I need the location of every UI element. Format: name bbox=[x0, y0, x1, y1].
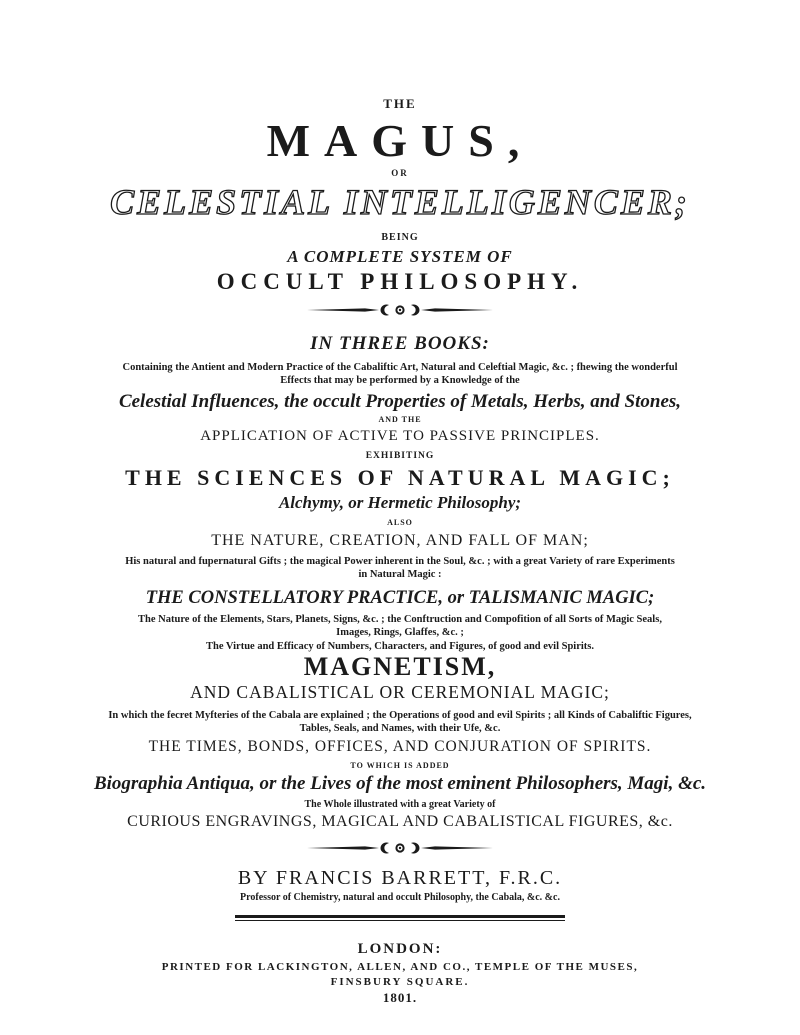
biographia-antiqua-line: Biographia Antiqua, or the Lives of the most eminent Philosophers, Magi, &c. bbox=[93, 773, 707, 794]
exhibiting-word: EXHIBITING bbox=[365, 451, 435, 462]
magnetism-line: MAGNETISM, bbox=[303, 651, 497, 681]
curious-engravings-line: CURIOUS ENGRAVINGS, MAGICAL AND CABALISTICAL FIGURES, &c. bbox=[127, 813, 673, 830]
page-title: MAGUS, bbox=[266, 115, 534, 166]
sciences-of-natural-magic-line: THE SCIENCES OF NATURAL MAGIC; bbox=[125, 465, 675, 491]
gifts-line-1: His natural and fupernatural Gifts ; the magical Power inherent in the Soul, &c. ; with a great Variety of rare Experiments bbox=[125, 556, 675, 568]
application-line: APPLICATION OF ACTIVE TO PASSIVE PRINCIPLES. bbox=[200, 428, 600, 445]
imprint-publisher: PRINTED FOR LACKINGTON, ALLEN, AND CO., TEMPLE OF THE MUSES, bbox=[161, 961, 639, 973]
mysteries-line-1: In which the fecret Myfteries of the Cabala are explained ; the Operations of good and evil Spirits ; all Kinds of Cabaliftic Figures, bbox=[108, 709, 692, 721]
virtue-efficacy-line: The Virtue and Efficacy of Numbers, Characters, and Figures, of good and evil Spirits. bbox=[205, 640, 594, 652]
system-line: A COMPLETE SYSTEM OF bbox=[287, 247, 513, 266]
containing-line-2: Effects that may be performed by a Knowledge of the bbox=[280, 375, 520, 387]
author-credentials: Professor of Chemistry, natural and occult Philosophy, the Cabala, &c. &c. bbox=[240, 892, 560, 903]
imprint-city: LONDON: bbox=[357, 941, 443, 957]
containing-line-1: Containing the Antient and Modern Practice of the Cabaliftic Art, Natural and Celeftial Magic, &c. ; fhewing the wonderful bbox=[122, 362, 678, 373]
to-which-is-added-word: TO WHICH IS ADDED bbox=[350, 761, 450, 770]
elements-line-1: The Nature of the Elements, Stars, Planets, Signs, &c. ; the Conftruction and Compofition of all Sorts of Magic Seals, bbox=[138, 613, 662, 625]
whole-illustrated-line: The Whole illustrated with a great Variety of bbox=[304, 799, 496, 810]
times-bonds-offices-line: THE TIMES, BONDS, OFFICES, AND CONJURATION OF SPIRITS. bbox=[148, 738, 652, 755]
celestial-influences-line: Celestial Influences, the occult Properties of Metals, Herbs, and Stones, bbox=[118, 391, 682, 413]
elements-line-2: Images, Rings, Glaffes, &c. ; bbox=[336, 626, 464, 638]
author-byline: BY FRANCIS BARRETT, F.R.C. bbox=[237, 867, 563, 889]
double-rule-divider bbox=[235, 915, 565, 921]
cabalistical-magic-line: AND CABALISTICAL OR CEREMONIAL MAGIC; bbox=[190, 681, 610, 702]
fleuron-divider-icon bbox=[0, 841, 800, 855]
subtitle: CELESTIAL INTELLIGENCER; bbox=[110, 182, 690, 222]
occult-philosophy-line: OCCULT PHILOSOPHY. bbox=[216, 269, 584, 294]
in-three-books-heading: IN THREE BOOKS: bbox=[310, 333, 490, 354]
or-word: OR bbox=[391, 168, 409, 178]
mysteries-line-2: Tables, Seals, and Names, with their Ufe, &c. bbox=[299, 722, 501, 734]
constellatory-practice-line: THE CONSTELLATORY PRACTICE, or TALISMANIC MAGIC; bbox=[145, 587, 655, 608]
imprint-address: FINSBURY SQUARE. bbox=[330, 976, 470, 988]
nature-creation-fall-line: THE NATURE, CREATION, AND FALL OF MAN; bbox=[211, 532, 589, 550]
also-word: ALSO bbox=[387, 518, 413, 528]
fleuron-divider-icon bbox=[0, 303, 800, 317]
gifts-line-2: in Natural Magic : bbox=[358, 569, 442, 581]
being-word: BEING bbox=[381, 232, 419, 243]
head-word: THE bbox=[383, 96, 417, 111]
and-the-word: AND THE bbox=[378, 415, 422, 425]
alchymy-line: Alchymy, or Hermetic Philosophy; bbox=[278, 493, 522, 513]
imprint-year: 1801. bbox=[382, 990, 418, 1005]
